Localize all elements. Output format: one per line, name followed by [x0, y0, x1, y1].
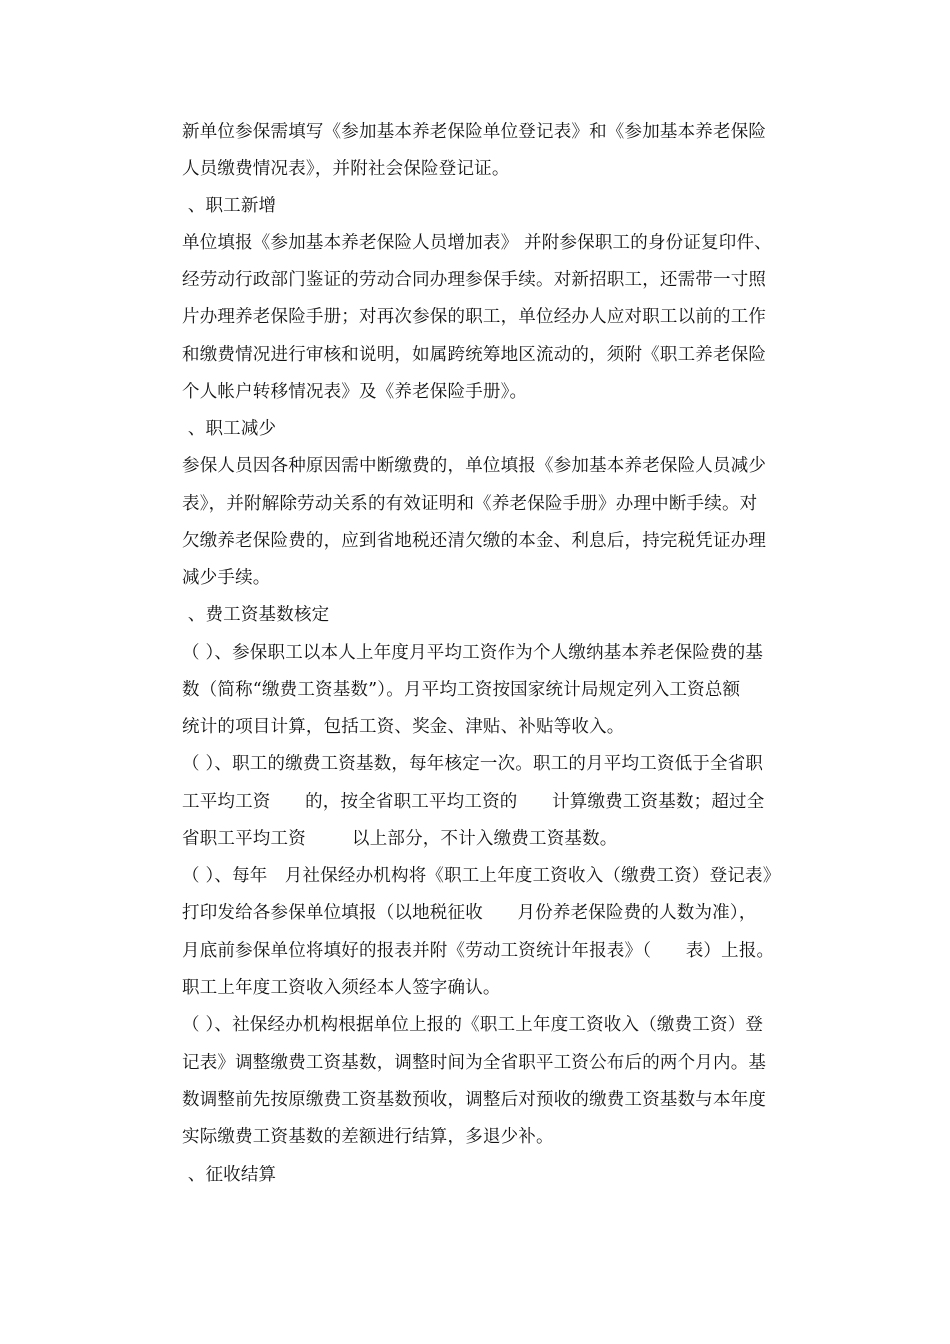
- paragraph-reduction-line-2: 表》，并附解除劳动关系的有效证明和《养老保险手册》办理中断手续。对: [182, 494, 758, 514]
- paragraph-wage-base-4-line-2: 记表》调整缴费工资基数，调整时间为全省职平工资公布后的两个月内。基: [182, 1053, 767, 1073]
- paragraph-addition-line-1: 单位填报《参加基本养老保险人员增加表》 并附参保职工的身份证复印件、: [182, 233, 772, 253]
- paragraph-reduction-line-1: 参保人员因各种原因需中断缴费的，单位填报《参加基本养老保险人员减少: [182, 456, 767, 476]
- paragraph-wage-base-3-line-4: 职工上年度工资收入须经本人签字确认。: [182, 978, 501, 998]
- paragraph-wage-base-4-line-3: 数调整前先按原缴费工资基数预收，调整后对预收的缴费工资基数与本年度: [182, 1090, 767, 1110]
- paragraph-addition-line-4: 和缴费情况进行审核和说明，如属跨统筹地区流动的，须附《职工养老保险: [182, 345, 767, 365]
- heading-employee-reduction: 、职工减少: [182, 419, 277, 439]
- paragraph-addition-line-2: 经劳动行政部门鉴证的劳动合同办理参保手续。对新招职工，还需带一寸照: [182, 270, 767, 290]
- paragraph-wage-base-1-line-1: （ ）、参保职工以本人上年度月平均工资作为个人缴纳基本养老保险费的基: [182, 643, 764, 663]
- paragraph-wage-base-4-line-1: （ ）、社保经办机构根据单位上报的《职工上年度工资收入（缴费工资）登: [182, 1015, 764, 1035]
- paragraph-wage-base-1-line-3: 统计的项目计算，包括工资、奖金、津贴、补贴等收入。: [182, 717, 625, 737]
- paragraph-reduction-line-3: 欠缴养老保险费的，应到省地税还清欠缴的本金、利息后，持完税凭证办理: [182, 531, 767, 551]
- paragraph-wage-base-2-line-2: 工平均工资 的，按全省职工平均工资的 计算缴费工资基数；超过全: [182, 792, 765, 812]
- heading-employee-addition: 、职工新增: [182, 196, 277, 216]
- paragraph-wage-base-2-line-3: 省职工平均工资 以上部分，不计入缴费工资基数。: [182, 829, 618, 849]
- paragraph-wage-base-4-line-4: 实际缴费工资基数的差额进行结算，多退少补。: [182, 1127, 554, 1147]
- paragraph-new-unit-line-2: 人员缴费情况表》，并附社会保险登记证。: [182, 159, 510, 179]
- paragraph-wage-base-3-line-1: （ ）、每年 月社保经办机构将《职工上年度工资收入（缴费工资）登记表》: [182, 866, 781, 886]
- heading-collection-settlement: 、征收结算: [182, 1165, 277, 1185]
- paragraph-wage-base-1-line-2: 数（简称“缴费工资基数”）。月平均工资按国家统计局规定列入工资总额: [182, 680, 741, 700]
- paragraph-wage-base-3-line-3: 月底前参保单位将填好的报表并附《劳动工资统计年报表》（ 表）上报。: [182, 941, 775, 961]
- paragraph-new-unit-line-1: 新单位参保需填写《参加基本养老保险单位登记表》和《参加基本养老保险: [182, 122, 767, 142]
- paragraph-reduction-line-4: 减少手续。: [182, 568, 271, 588]
- paragraph-addition-line-3: 片办理养老保险手册；对再次参保的职工，单位经办人应对职工以前的工作: [182, 307, 767, 327]
- paragraph-addition-line-5: 个人帐户转移情况表》及《养老保险手册》。: [182, 382, 528, 402]
- paragraph-wage-base-3-line-2: 打印发给各参保单位填报（以地税征收 月份养老保险费的人数为准），: [182, 903, 757, 923]
- paragraph-wage-base-2-line-1: （ ）、职工的缴费工资基数，每年核定一次。职工的月平均工资低于全省职: [182, 754, 764, 774]
- heading-wage-base-approval: 、费工资基数核定: [182, 605, 330, 625]
